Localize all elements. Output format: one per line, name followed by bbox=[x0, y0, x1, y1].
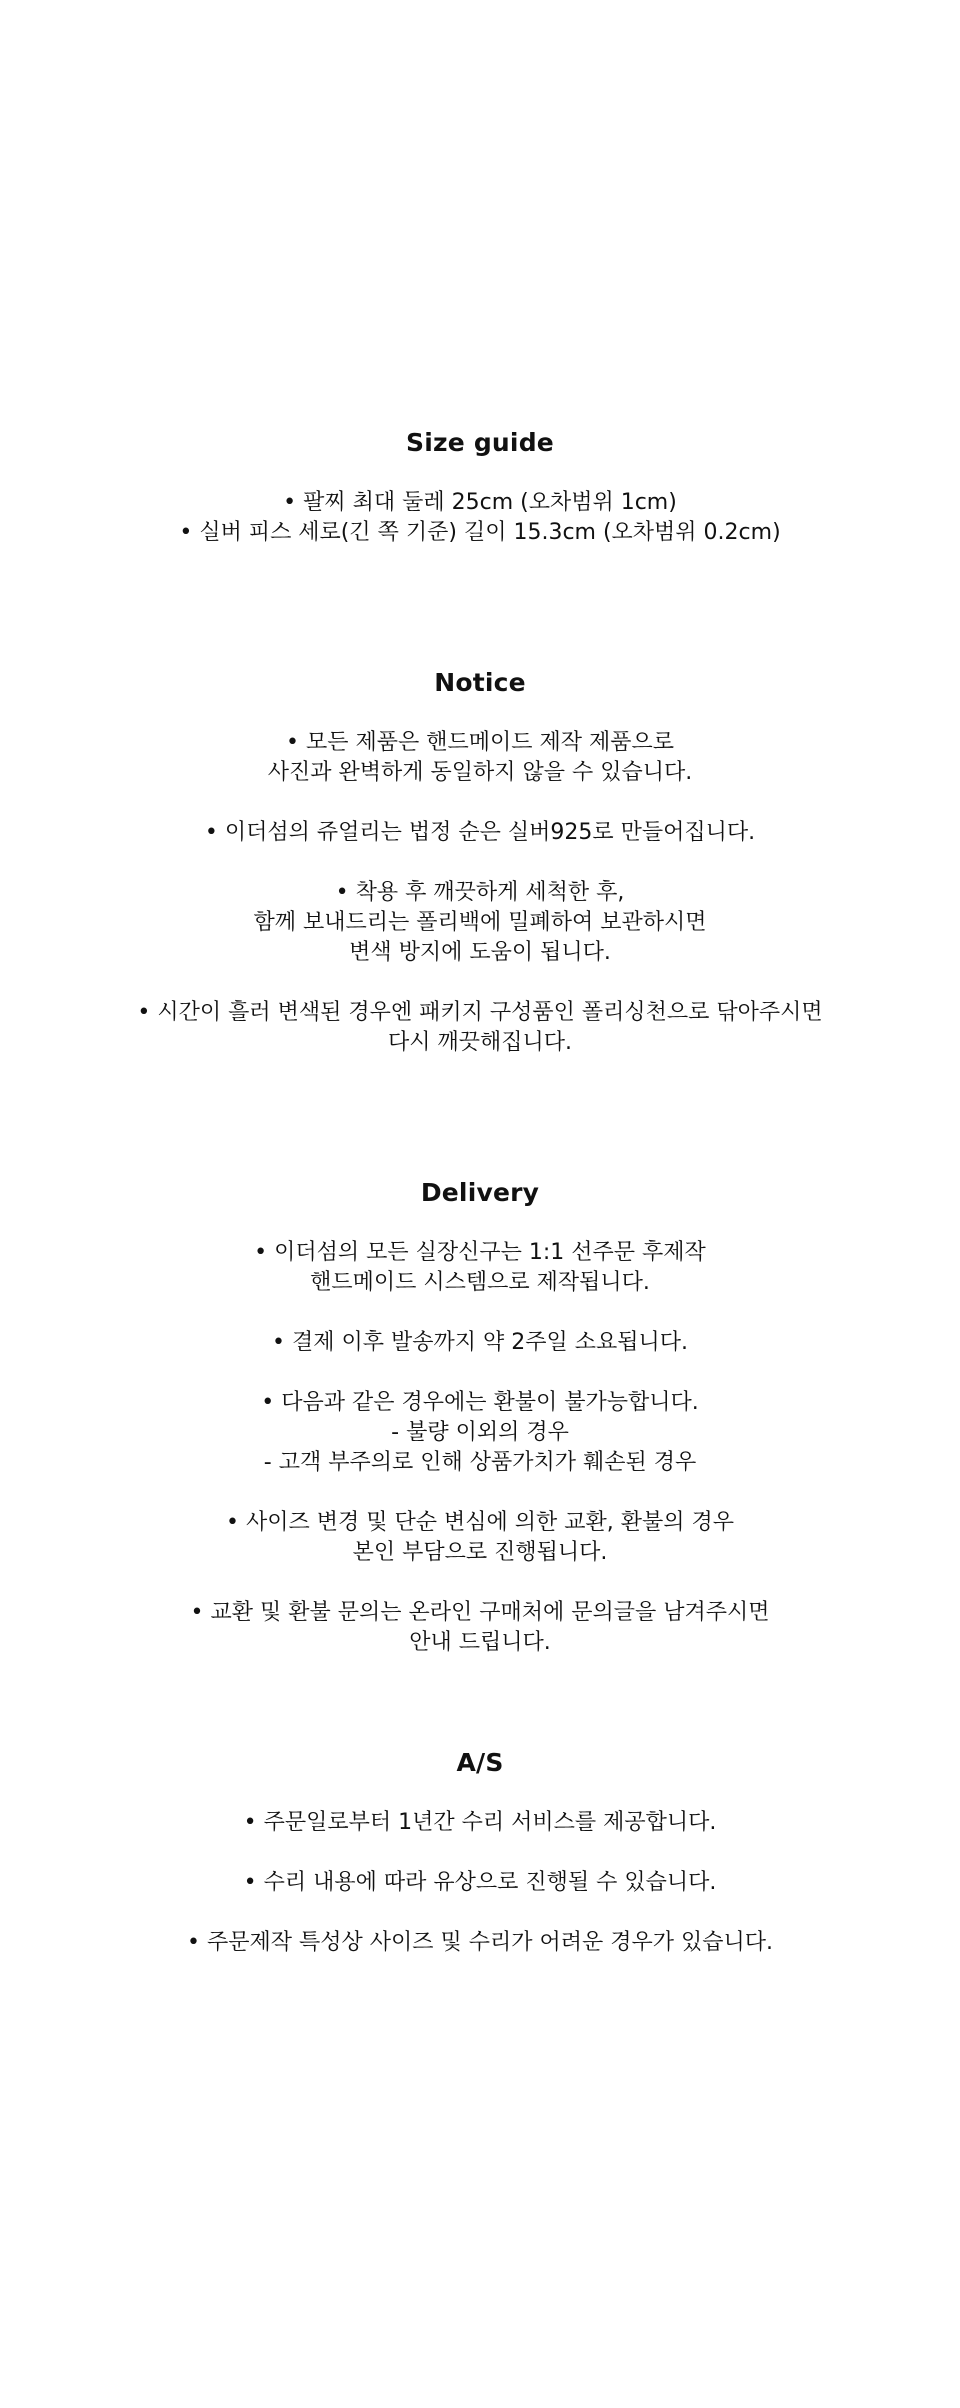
as-line: • 수리 내용에 따라 유상으로 진행될 수 있습니다. bbox=[243, 1870, 717, 1895]
delivery-line: - 불량 이외의 경우 bbox=[391, 1420, 569, 1445]
notice-line: 함께 보내드리는 폴리백에 밀폐하여 보관하시면 bbox=[253, 910, 707, 935]
as-section bbox=[0, 1748, 960, 1958]
delivery-section bbox=[0, 1178, 960, 1658]
notice-item bbox=[0, 878, 960, 968]
delivery-line: • 사이즈 변경 및 단순 변심에 의한 교환, 환불의 경우 bbox=[226, 1510, 734, 1535]
delivery-line: 안내 드립니다. bbox=[409, 1630, 551, 1655]
delivery-line: • 결제 이후 발송까지 약 2주일 소요됩니다. bbox=[272, 1330, 688, 1355]
as-line: • 주문제작 특성상 사이즈 및 수리가 어려운 경우가 있습니다. bbox=[187, 1930, 773, 1955]
as-item bbox=[0, 1808, 960, 1838]
delivery-item bbox=[0, 1388, 960, 1478]
delivery-line: - 고객 부주의로 인해 상품가치가 훼손된 경우 bbox=[263, 1450, 697, 1475]
delivery-line: • 교환 및 환불 문의는 온라인 구매처에 문의글을 남겨주시면 bbox=[190, 1600, 770, 1625]
notice-line: 변색 방지에 도움이 됩니다. bbox=[349, 940, 611, 965]
notice-section bbox=[0, 668, 960, 1058]
notice-item bbox=[0, 998, 960, 1058]
notice-line: • 착용 후 깨끗하게 세척한 후, bbox=[335, 880, 625, 905]
delivery-item bbox=[0, 1238, 960, 1298]
as-line: • 주문일로부터 1년간 수리 서비스를 제공합니다. bbox=[243, 1810, 717, 1835]
delivery-line: 핸드메이드 시스템으로 제작됩니다. bbox=[310, 1270, 650, 1295]
notice-line: • 이더섬의 쥬얼리는 법정 순은 실버925로 만들어집니다. bbox=[204, 820, 756, 845]
notice-item bbox=[0, 818, 960, 848]
as-heading: A/S bbox=[456, 1748, 504, 1777]
notice-heading: Notice bbox=[434, 668, 526, 697]
size-guide-heading: Size guide bbox=[406, 428, 554, 457]
notice-line: 다시 깨끗해집니다. bbox=[387, 1030, 572, 1055]
as-item bbox=[0, 1868, 960, 1898]
delivery-line: • 이더섬의 모든 실장신구는 1:1 선주문 후제작 bbox=[254, 1240, 706, 1265]
delivery-line: 본인 부담으로 진행됩니다. bbox=[352, 1540, 608, 1565]
delivery-item bbox=[0, 1508, 960, 1568]
as-item bbox=[0, 1928, 960, 1958]
notice-line: • 시간이 흘러 변색된 경우엔 패키지 구성품인 폴리싱천으로 닦아주시면 bbox=[137, 1000, 823, 1025]
size-guide-line: • 팔찌 최대 둘레 25cm (오차범위 1cm) bbox=[283, 490, 677, 515]
delivery-item bbox=[0, 1598, 960, 1658]
size-guide-section bbox=[0, 428, 960, 548]
notice-line: • 모든 제품은 핸드메이드 제작 제품으로 bbox=[286, 730, 674, 755]
notice-item bbox=[0, 728, 960, 788]
delivery-heading: Delivery bbox=[420, 1178, 540, 1207]
notice-line: 사진과 완벽하게 동일하지 않을 수 있습니다. bbox=[267, 760, 693, 785]
delivery-item bbox=[0, 1328, 960, 1358]
size-guide-line: • 실버 피스 세로(긴 쪽 기준) 길이 15.3cm (오차범위 0.2cm) bbox=[179, 520, 781, 545]
delivery-line: • 다음과 같은 경우에는 환불이 불가능합니다. bbox=[261, 1390, 699, 1415]
